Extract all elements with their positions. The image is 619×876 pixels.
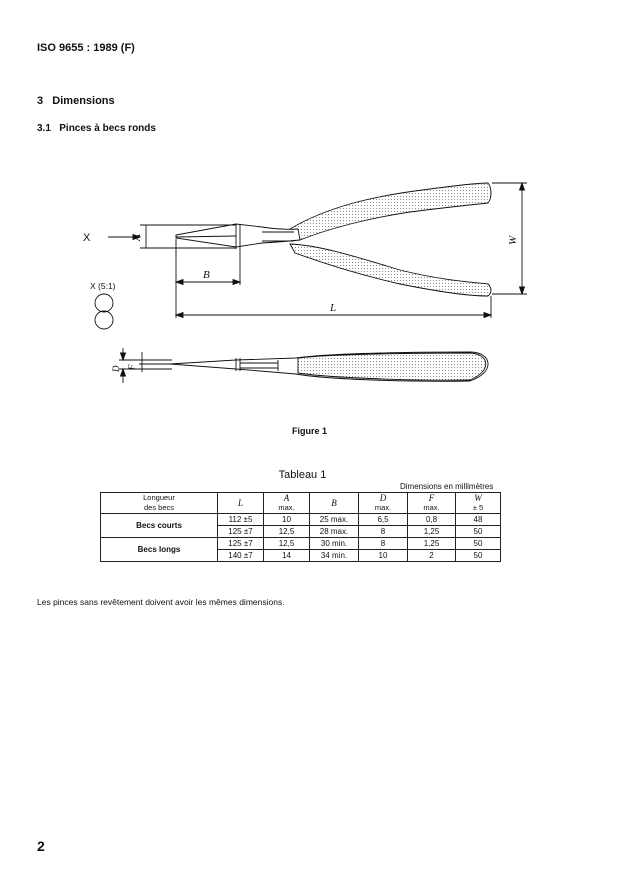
section-title: Dimensions bbox=[52, 95, 115, 107]
table-row bbox=[101, 514, 501, 526]
table-cell: 30 min. bbox=[310, 538, 359, 550]
units-note: Dimensions en millimètres bbox=[400, 482, 494, 491]
header-sub: max. bbox=[278, 503, 295, 512]
table-cell: 50 bbox=[456, 526, 501, 538]
table-cell: 1,25 bbox=[408, 526, 456, 538]
header-sub: max. bbox=[423, 503, 440, 512]
table-cell: 50 bbox=[456, 550, 501, 562]
table-cell: 10 bbox=[264, 514, 310, 526]
document-header: ISO 9655 : 1989 (F) bbox=[37, 42, 135, 54]
table-row bbox=[101, 538, 501, 550]
header-col-w bbox=[456, 493, 501, 514]
group-name: Becs courts bbox=[101, 514, 218, 538]
label-w: W bbox=[507, 235, 519, 245]
header-longueur-line1: Longueur bbox=[143, 493, 175, 502]
label-a: A bbox=[131, 234, 143, 241]
header-longueur bbox=[101, 493, 218, 514]
detail-circle-upper bbox=[95, 294, 113, 312]
table-cell: 1,25 bbox=[408, 538, 456, 550]
label-f: F bbox=[127, 364, 137, 370]
label-detail: X (5:1) bbox=[90, 281, 116, 291]
label-x: X bbox=[83, 232, 91, 244]
header-sub: ± 5 bbox=[472, 503, 484, 512]
upper-handle bbox=[290, 183, 491, 240]
table-cell: 8 bbox=[359, 526, 408, 538]
table-cell: 14 bbox=[264, 550, 310, 562]
table-cell: 8 bbox=[359, 538, 408, 550]
table-cell: 125 ±7 bbox=[218, 538, 264, 550]
header-sub: max. bbox=[374, 503, 392, 512]
header-col-f bbox=[408, 493, 456, 514]
table-cell: 2 bbox=[408, 550, 456, 562]
table-cell: 112 ±5 bbox=[218, 514, 264, 526]
header-symbol: F bbox=[428, 493, 435, 503]
lower-handle bbox=[290, 244, 491, 296]
header-longueur-line2: des becs bbox=[143, 503, 175, 512]
header-col-d bbox=[359, 493, 408, 514]
table-header-row bbox=[101, 493, 501, 514]
section-number: 3 bbox=[37, 95, 44, 107]
header-symbol: W bbox=[474, 493, 482, 503]
table-cell: 25 max. bbox=[310, 514, 359, 526]
table-cell: 12,5 bbox=[264, 538, 310, 550]
subsection-title: Pinces à becs ronds bbox=[59, 123, 156, 134]
header-col-a bbox=[264, 493, 310, 514]
footnote: Les pinces sans revêtement doivent avoir les mêmes dimensions. bbox=[37, 597, 285, 607]
table-cell: 140 ±7 bbox=[218, 550, 264, 562]
table-cell: 50 bbox=[456, 538, 501, 550]
header-col-b bbox=[310, 493, 359, 514]
pliers-head bbox=[176, 224, 300, 247]
header-symbol: B bbox=[331, 498, 337, 508]
header-symbol: A bbox=[283, 493, 290, 503]
header-symbol: L bbox=[237, 498, 243, 508]
table-cell: 12,5 bbox=[264, 526, 310, 538]
table-cell: 10 bbox=[359, 550, 408, 562]
header-col-l bbox=[218, 493, 264, 514]
label-d: D bbox=[111, 365, 121, 372]
page-number: 2 bbox=[37, 838, 45, 854]
figure-caption: Figure 1 bbox=[291, 426, 327, 436]
table-caption: Tableau 1 bbox=[278, 469, 327, 481]
table-cell: 28 max. bbox=[310, 526, 359, 538]
table-cell: 0,8 bbox=[408, 514, 456, 526]
table-cell: 125 ±7 bbox=[218, 526, 264, 538]
table-cell: 48 bbox=[456, 514, 501, 526]
table-cell: 34 min. bbox=[310, 550, 359, 562]
detail-circle-lower bbox=[95, 311, 113, 329]
dimensions-table bbox=[100, 492, 501, 562]
label-b: B bbox=[203, 269, 210, 281]
header-symbol: D bbox=[379, 493, 387, 503]
group-name: Becs longs bbox=[101, 538, 218, 562]
pliers-drawing bbox=[0, 0, 619, 420]
table-cell: 6,5 bbox=[359, 514, 408, 526]
subsection-number: 3.1 bbox=[37, 123, 51, 134]
label-l: L bbox=[330, 302, 337, 314]
